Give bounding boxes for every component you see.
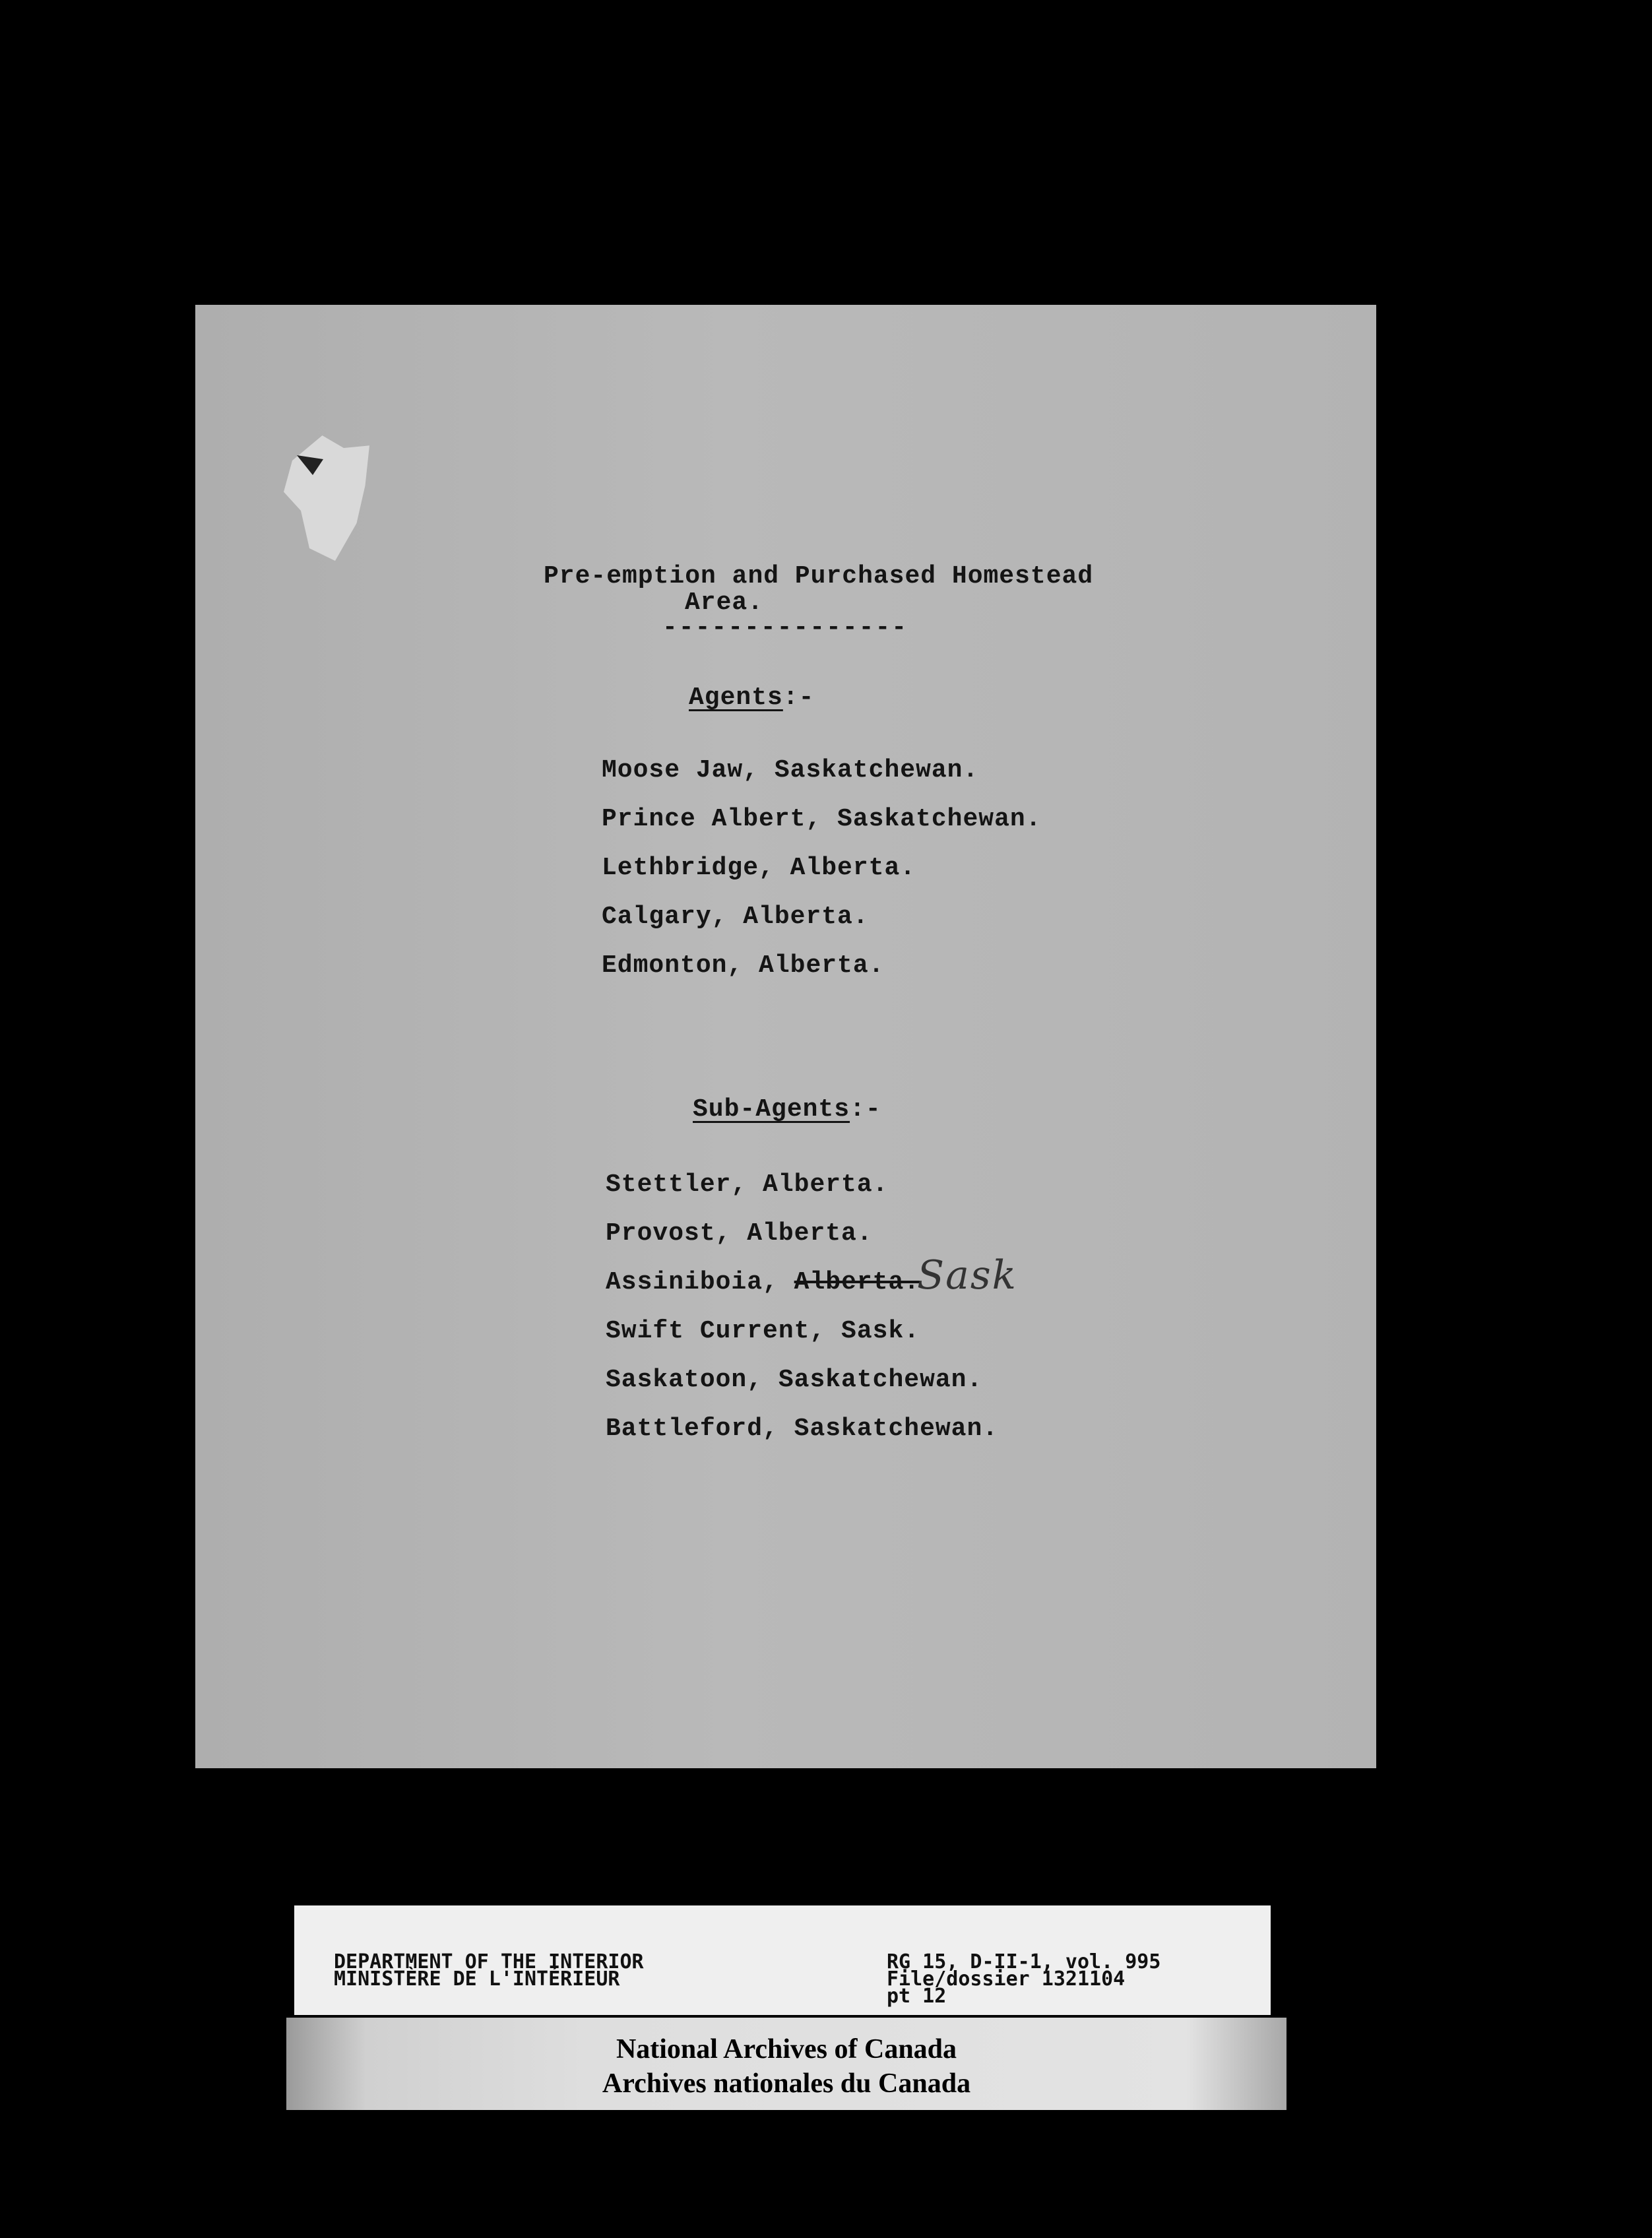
agent-item: Moose Jaw, Saskatchewan. [602, 756, 979, 784]
subagent-item: Battleford, Saskatchewan. [606, 1415, 999, 1443]
agents-heading-suffix: :- [782, 684, 815, 712]
subagent-item: Stettler, Alberta. [606, 1170, 889, 1199]
title-line-2: Area. [685, 589, 764, 617]
record-group-ref: RG 15, D-II-1, vol. 995 [887, 1950, 1161, 1973]
agents-heading [689, 684, 814, 712]
document-page [195, 305, 1376, 1768]
archives-french: Archives nationales du Canada [602, 2068, 971, 2099]
handwritten-correction: Sask [917, 1252, 1018, 1298]
subagents-heading [693, 1095, 881, 1124]
subagents-heading-text: Sub-Agents [693, 1095, 850, 1124]
agent-item: Prince Albert, Saskatchewan. [602, 805, 1042, 833]
agent-item: Calgary, Alberta. [602, 903, 869, 931]
agents-heading-text: Agents [689, 684, 783, 712]
file-dossier-ref: File/dossier 1321104 [887, 1967, 1126, 1991]
subagent-item-text: Assiniboia, [606, 1268, 794, 1296]
subagent-item: Provost, Alberta. [606, 1219, 873, 1248]
subagents-heading-suffix: :- [850, 1095, 881, 1124]
agent-item: Lethbridge, Alberta. [602, 854, 916, 882]
agent-item: Edmonton, Alberta. [602, 951, 885, 980]
department-french: MINISTÈRE DE L'INTÉRIEUR [334, 1967, 620, 1991]
part-ref: pt 12 [887, 1985, 947, 2008]
archives-label [286, 2018, 1287, 2110]
department-label [294, 1905, 1271, 2015]
title-line-1: Pre-emption and Purchased Homestead [544, 562, 1094, 591]
subagent-item: Swift Current, Sask. [606, 1317, 920, 1345]
title-rule: --------------- [662, 614, 908, 642]
subagent-item-assiniboia [606, 1268, 920, 1296]
archives-english: National Archives of Canada [616, 2034, 957, 2064]
subagent-item: Saskatoon, Saskatchewan. [606, 1366, 983, 1394]
department-english: DEPARTMENT OF THE INTERIOR [334, 1950, 644, 1973]
struck-text: Alberta. [794, 1268, 920, 1296]
